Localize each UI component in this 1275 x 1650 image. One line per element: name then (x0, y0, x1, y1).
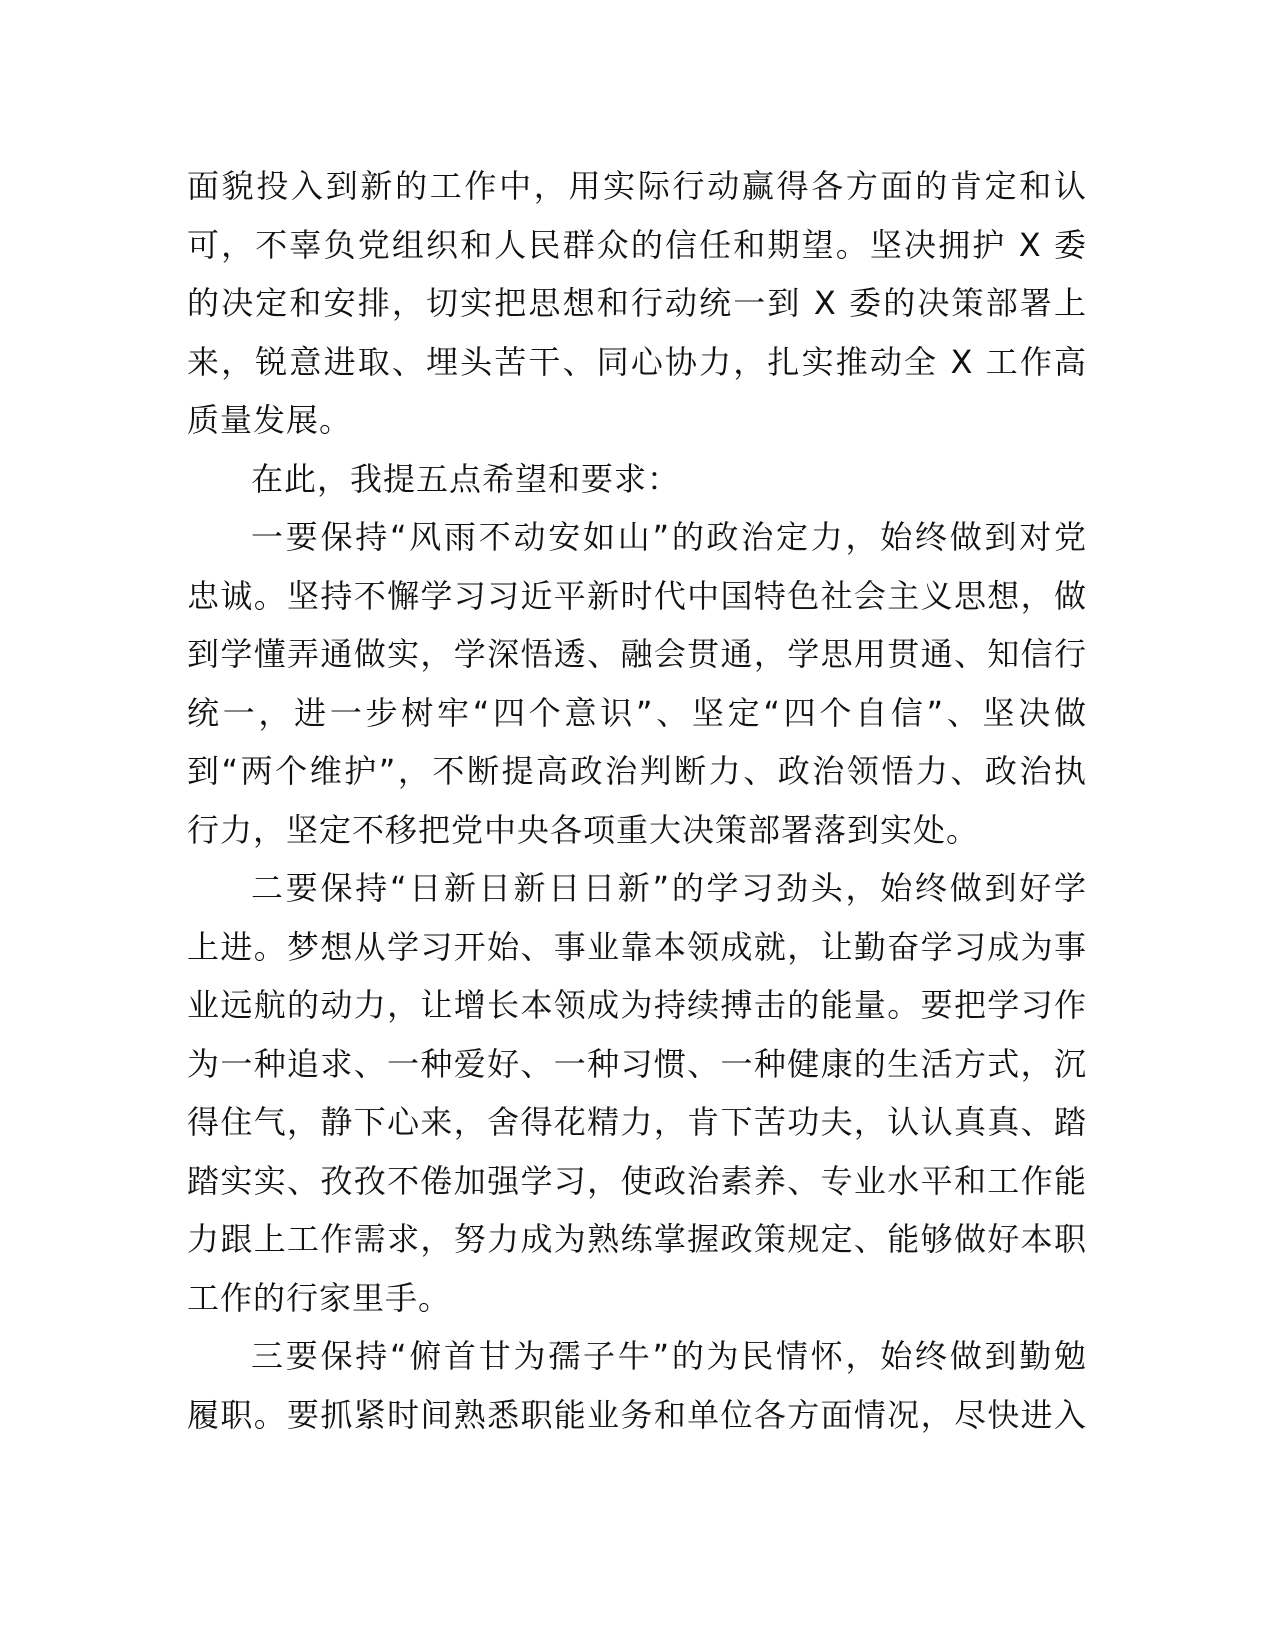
text-line: 可，不辜负党组织和人民群众的信任和期望。坚决拥护 X 委 (187, 225, 1087, 264)
text-line: 二要保持“日新日新日日新”的学习劲头，始终做到好学 (251, 869, 1087, 907)
text-line: 力跟上工作需求，努力成为熟练掌握政策规定、能够做好本职 (187, 1220, 1087, 1258)
text-line: 质量发展。 (187, 401, 353, 439)
text-line: 上进。梦想从学习开始、事业靠本领成就，让勤奋学习成为事 (187, 927, 1087, 966)
paragraph-2 (187, 450, 1087, 509)
text-line: 忠诚。坚持不懈学习习近平新时代中国特色社会主义思想，做 (187, 576, 1087, 615)
text-line: 得住气，静下心来，舍得花精力，肯下苦功夫，认认真真、踏 (187, 1103, 1087, 1141)
text-line: 在此，我提五点希望和要求： (251, 459, 681, 498)
text-line: 为一种追求、一种爱好、一种习惯、一种健康的生活方式，沉 (187, 1044, 1087, 1083)
document-body (187, 157, 1087, 1444)
text-line: 履职。要抓紧时间熟悉职能业务和单位各方面情况，尽快进入 (187, 1395, 1087, 1434)
text-line: 三要保持“俯首甘为孺子牛”的为民情怀，始终做到勤勉 (251, 1337, 1087, 1375)
paragraph-5 (187, 1327, 1087, 1444)
paragraph-1 (187, 157, 1087, 450)
text-line: 到“两个维护”，不断提高政治判断力、政治领悟力、政治执 (187, 752, 1087, 790)
text-line: 踏实实、孜孜不倦加强学习，使政治素养、专业水平和工作能 (187, 1161, 1087, 1200)
text-line: 面貌投入到新的工作中，用实际行动赢得各方面的肯定和认 (187, 167, 1087, 205)
text-line: 一要保持“风雨不动安如山”的政治定力，始终做到对党 (251, 518, 1087, 556)
text-line: 业远航的动力，让增长本领成为持续搏击的能量。要把学习作 (187, 986, 1087, 1024)
text-line: 工作的行家里手。 (187, 1278, 452, 1317)
paragraph-3 (187, 508, 1087, 859)
text-line: 行力，坚定不移把党中央各项重大决策部署落到实处。 (187, 810, 980, 849)
text-line: 统一，进一步树牢“四个意识”、坚定“四个自信”、坚决做 (187, 693, 1087, 732)
text-line: 的决定和安排，切实把思想和行动统一到 X 委的决策部署上 (187, 284, 1087, 322)
paragraph-4 (187, 859, 1087, 1327)
text-line: 到学懂弄通做实，学深悟透、融会贯通，学思用贯通、知信行 (187, 635, 1087, 673)
text-line: 来，锐意进取、埋头苦干、同心协力，扎实推动全 X 工作高 (187, 342, 1087, 381)
